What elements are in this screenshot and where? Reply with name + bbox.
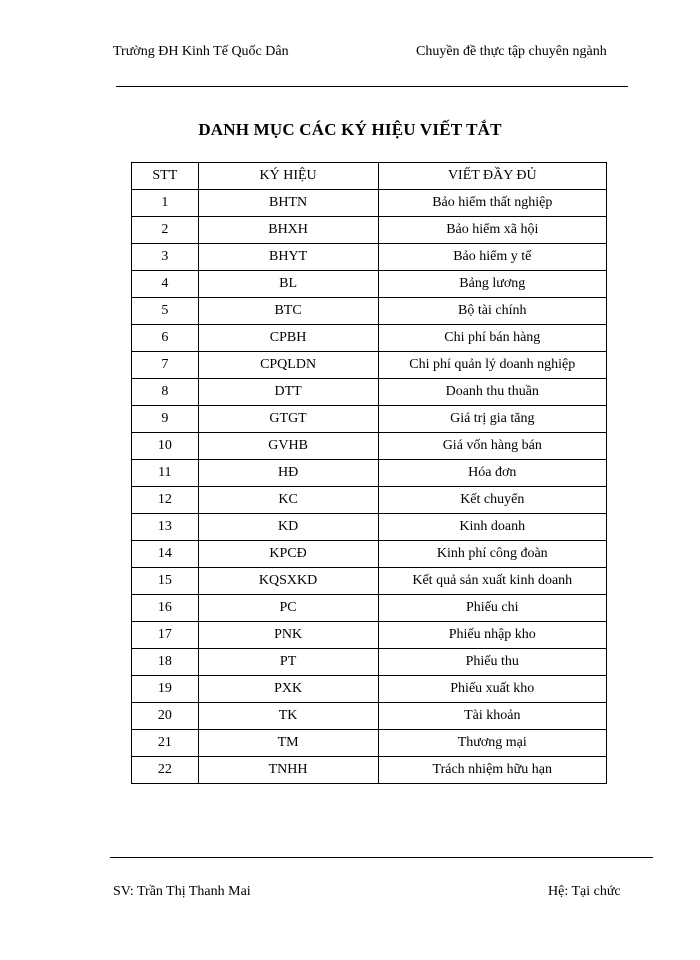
cell-full-form: Phiếu xuất kho	[378, 676, 606, 703]
cell-full-form: Hóa đơn	[378, 460, 606, 487]
table-row	[132, 487, 607, 514]
cell-abbreviation: CPQLDN	[198, 352, 378, 379]
table-row	[132, 379, 607, 406]
cell-stt: 6	[132, 325, 199, 352]
table-row	[132, 595, 607, 622]
cell-abbreviation: KC	[198, 487, 378, 514]
cell-abbreviation: PNK	[198, 622, 378, 649]
cell-stt: 2	[132, 217, 199, 244]
table-body	[132, 190, 607, 784]
cell-full-form: Bộ tài chính	[378, 298, 606, 325]
cell-full-form: Phiếu thu	[378, 649, 606, 676]
cell-stt: 8	[132, 379, 199, 406]
table-row	[132, 730, 607, 757]
table-row	[132, 244, 607, 271]
cell-full-form: Thương mại	[378, 730, 606, 757]
cell-stt: 21	[132, 730, 199, 757]
cell-stt: 4	[132, 271, 199, 298]
cell-full-form: Bảo hiểm thất nghiệp	[378, 190, 606, 217]
cell-full-form: Giá trị gia tăng	[378, 406, 606, 433]
table-row	[132, 541, 607, 568]
column-header-stt: STT	[132, 163, 199, 190]
cell-full-form: Phiếu chi	[378, 595, 606, 622]
cell-stt: 13	[132, 514, 199, 541]
table-row	[132, 433, 607, 460]
cell-full-form: Trách nhiệm hữu hạn	[378, 757, 606, 784]
header-divider	[116, 86, 628, 87]
table-row	[132, 622, 607, 649]
cell-full-form: Kinh phí công đoàn	[378, 541, 606, 568]
table-row	[132, 190, 607, 217]
table-row	[132, 298, 607, 325]
column-header-abbreviation: KÝ HIỆU	[198, 163, 378, 190]
footer-divider	[110, 857, 653, 858]
cell-stt: 11	[132, 460, 199, 487]
cell-abbreviation: GVHB	[198, 433, 378, 460]
cell-full-form: Giá vốn hàng bán	[378, 433, 606, 460]
cell-stt: 15	[132, 568, 199, 595]
cell-stt: 10	[132, 433, 199, 460]
cell-abbreviation: TM	[198, 730, 378, 757]
cell-stt: 1	[132, 190, 199, 217]
cell-stt: 18	[132, 649, 199, 676]
cell-stt: 12	[132, 487, 199, 514]
cell-full-form: Bảng lương	[378, 271, 606, 298]
cell-abbreviation: BHTN	[198, 190, 378, 217]
page-title: DANH MỤC CÁC KÝ HIỆU VIẾT TẮT	[198, 120, 502, 139]
cell-full-form: Chi phí quản lý doanh nghiệp	[378, 352, 606, 379]
cell-full-form: Doanh thu thuần	[378, 379, 606, 406]
header-school-name: Trường ĐH Kinh Tế Quốc Dân	[113, 44, 289, 59]
cell-stt: 3	[132, 244, 199, 271]
cell-abbreviation: BHXH	[198, 217, 378, 244]
table-row	[132, 514, 607, 541]
cell-stt: 16	[132, 595, 199, 622]
cell-full-form: Kết chuyển	[378, 487, 606, 514]
table-row	[132, 352, 607, 379]
column-header-full-form: VIẾT ĐẦY ĐỦ	[378, 163, 606, 190]
cell-stt: 20	[132, 703, 199, 730]
cell-full-form: Tài khoản	[378, 703, 606, 730]
cell-stt: 22	[132, 757, 199, 784]
table-row	[132, 271, 607, 298]
table-row	[132, 568, 607, 595]
cell-abbreviation: BTC	[198, 298, 378, 325]
cell-full-form: Kết quả sản xuất kinh doanh	[378, 568, 606, 595]
footer-student-name: SV: Trần Thị Thanh Mai	[113, 884, 251, 899]
cell-abbreviation: KQSXKD	[198, 568, 378, 595]
cell-abbreviation: HĐ	[198, 460, 378, 487]
cell-stt: 14	[132, 541, 199, 568]
cell-abbreviation: TK	[198, 703, 378, 730]
table-row	[132, 460, 607, 487]
cell-abbreviation: BL	[198, 271, 378, 298]
abbreviation-table	[131, 162, 607, 784]
cell-full-form: Chi phí bán hàng	[378, 325, 606, 352]
footer-program: Hệ: Tại chức	[548, 884, 621, 899]
table-row	[132, 217, 607, 244]
cell-full-form: Bảo hiểm y tế	[378, 244, 606, 271]
table-row	[132, 757, 607, 784]
cell-abbreviation: TNHH	[198, 757, 378, 784]
cell-full-form: Bảo hiểm xã hội	[378, 217, 606, 244]
table-row	[132, 406, 607, 433]
cell-abbreviation: KD	[198, 514, 378, 541]
table-row	[132, 703, 607, 730]
cell-stt: 19	[132, 676, 199, 703]
cell-abbreviation: BHYT	[198, 244, 378, 271]
table-row	[132, 676, 607, 703]
cell-abbreviation: DTT	[198, 379, 378, 406]
cell-abbreviation: PXK	[198, 676, 378, 703]
cell-abbreviation: PC	[198, 595, 378, 622]
table-row	[132, 325, 607, 352]
header-document-type: Chuyền đề thực tập chuyên ngành	[416, 44, 607, 59]
table-row	[132, 649, 607, 676]
cell-stt: 17	[132, 622, 199, 649]
cell-stt: 5	[132, 298, 199, 325]
cell-abbreviation: GTGT	[198, 406, 378, 433]
cell-full-form: Phiếu nhập kho	[378, 622, 606, 649]
cell-abbreviation: PT	[198, 649, 378, 676]
cell-stt: 7	[132, 352, 199, 379]
cell-stt: 9	[132, 406, 199, 433]
cell-abbreviation: KPCĐ	[198, 541, 378, 568]
cell-abbreviation: CPBH	[198, 325, 378, 352]
cell-full-form: Kinh doanh	[378, 514, 606, 541]
table-header-row	[132, 163, 607, 190]
